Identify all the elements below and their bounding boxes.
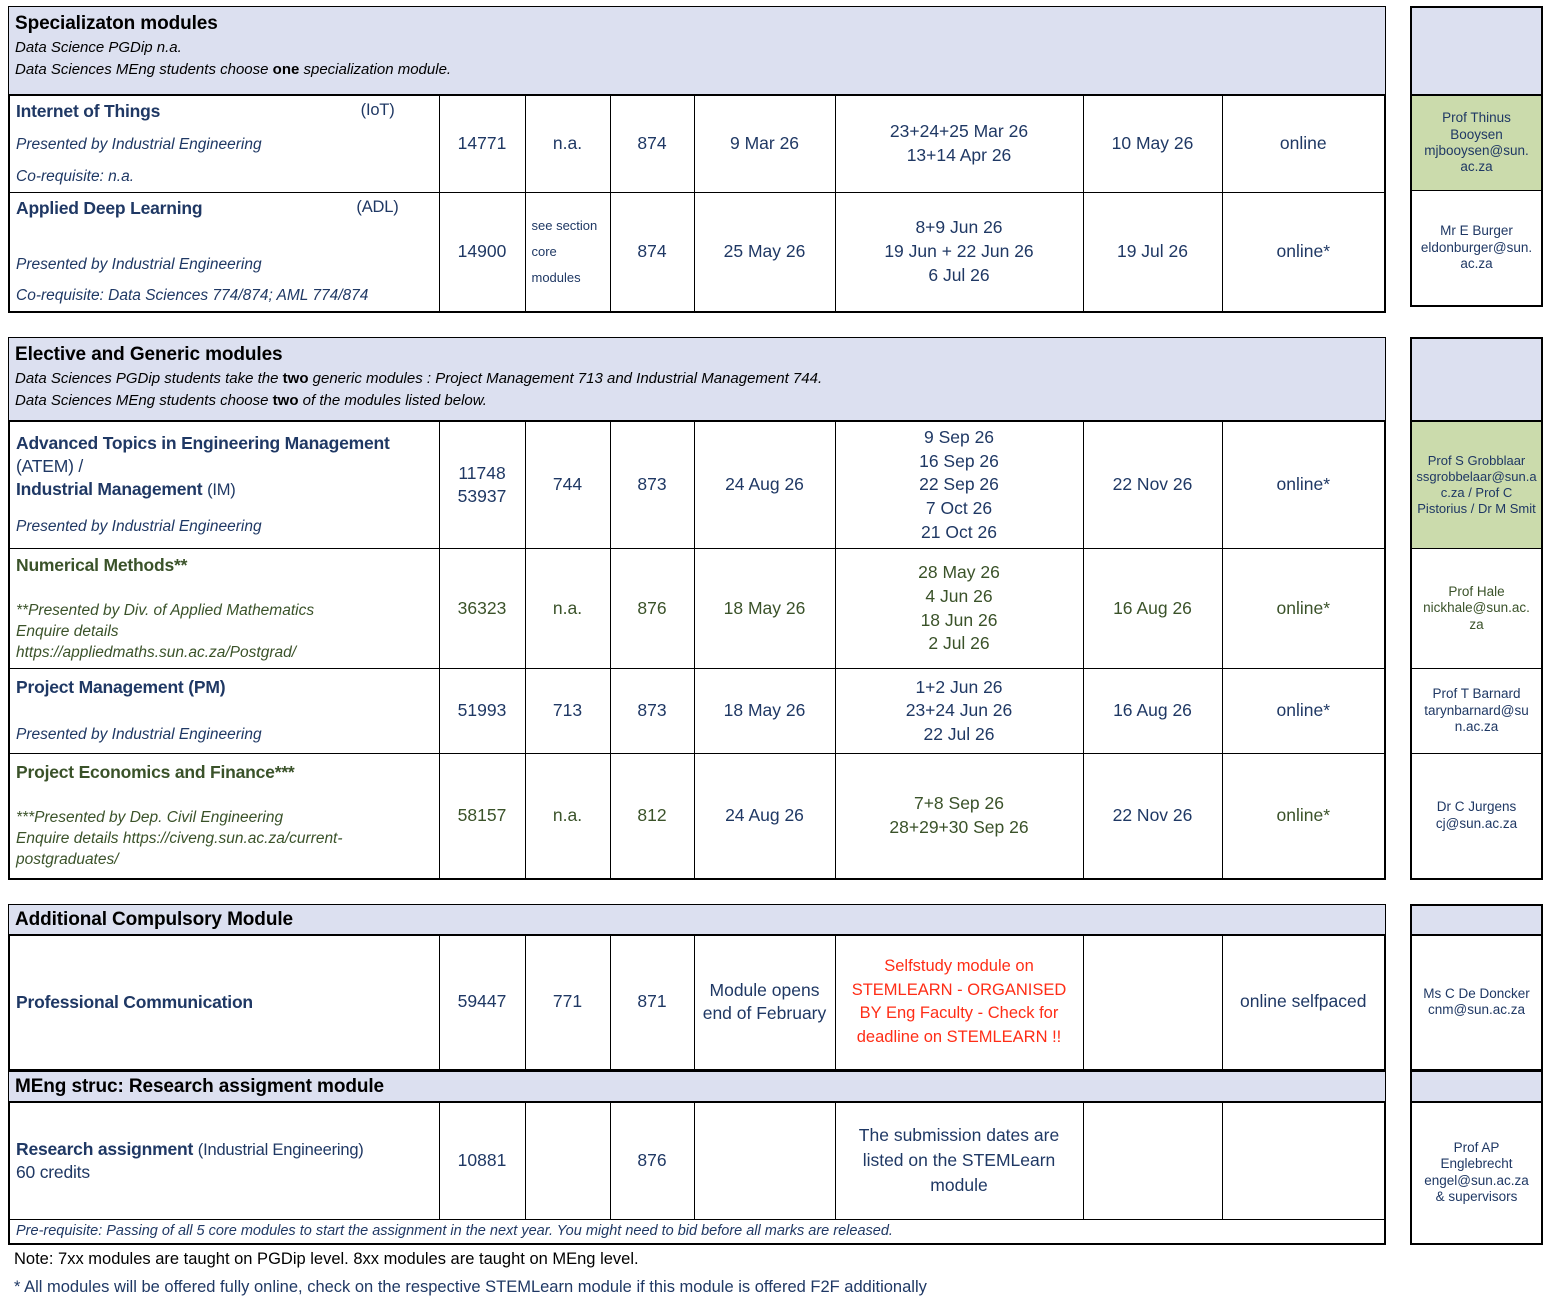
contact-date-line: The submission dates are [858, 1124, 1060, 1145]
exam-date: 22 Nov 26 [1083, 754, 1222, 879]
module-title: Research assignment (Industrial Engineering) [16, 1138, 364, 1159]
meng-level: 873 [610, 669, 694, 754]
start-date [694, 935, 835, 1069]
lecturer-line: Dr C Jurgens [1436, 799, 1517, 815]
table-row [9, 96, 1385, 193]
lecturer-cell [1411, 96, 1542, 191]
lecturer-cell [1411, 935, 1542, 1069]
lecturer-email: engel@sun.ac.za [1424, 1172, 1529, 1188]
module-title-alt: Industrial Management (IM) [16, 478, 236, 499]
lecturer-row [1411, 935, 1542, 1069]
pgdip-level: n.a. [525, 96, 610, 193]
start-date [694, 1102, 835, 1219]
lecturer-email: ac.za [1460, 255, 1493, 271]
start-date-line: end of February [702, 1003, 827, 1024]
pgdip-level [525, 1102, 610, 1219]
lecturer-cell [1411, 669, 1542, 754]
lecturer-line: Pistorius / Dr M Smit [1417, 501, 1536, 517]
specialization-section [8, 6, 1543, 313]
contact-dates [835, 935, 1083, 1069]
delivery-mode: online* [1222, 192, 1385, 312]
contact-date-line: 22 Jul 26 [923, 724, 995, 744]
module-name-cell [9, 754, 439, 879]
contact-date-line: 23+24 Jun 26 [905, 700, 1013, 721]
elective-section [8, 337, 1543, 880]
lecturer-cell [1411, 549, 1542, 669]
specialization-header [8, 6, 1386, 95]
meng-level: 874 [610, 192, 694, 312]
lecturer-line: Prof T Barnard [1432, 686, 1521, 702]
lecturer-line: Booysen [1450, 126, 1503, 142]
start-date: 18 May 26 [694, 669, 835, 754]
section-gap [8, 880, 1543, 904]
pgdip-level: n.a. [525, 754, 610, 879]
start-date: 24 Aug 26 [694, 422, 835, 549]
lecturer-table-research [1410, 1102, 1543, 1246]
table-row [9, 192, 1385, 312]
contact-date-line: listed on the STEMLearn [862, 1150, 1056, 1170]
delivery-mode: online* [1222, 754, 1385, 879]
pgdip-note-line: modules [531, 269, 581, 285]
exam-date: 22 Nov 26 [1083, 422, 1222, 549]
module-abbr: (IoT) [360, 101, 395, 119]
contact-dates [835, 754, 1083, 879]
lecturer-line: Prof Thinus [1442, 110, 1511, 126]
exam-date [1083, 1102, 1222, 1219]
contact-date-line: 28 May 26 [918, 562, 1000, 583]
module-code: 14900 [439, 192, 525, 312]
module-title: Numerical Methods** [16, 554, 188, 575]
module-code: 51993 [439, 669, 525, 754]
module-title-text: Applied Deep Learning [16, 197, 203, 218]
module-code [439, 422, 525, 549]
meng-level: 874 [610, 96, 694, 193]
contact-date-line: 2 Jul 26 [928, 633, 990, 654]
section-subtitle-1: Data Science PGDip n.a. [15, 38, 182, 56]
module-name-cell [9, 1102, 439, 1219]
lecturer-cell [1411, 191, 1542, 306]
exam-date [1083, 935, 1222, 1069]
table-row [9, 754, 1385, 879]
exam-date: 19 Jul 26 [1083, 192, 1222, 312]
table-row [9, 1102, 1385, 1219]
module-title [16, 197, 433, 220]
module-subtitle-1: **Presented by Div. of Applied Mathematics [16, 601, 315, 619]
module-subtitle-1: Presented by Industrial Engineering [16, 518, 262, 536]
module-name-cell [9, 549, 439, 669]
module-code-line: 11748 [458, 462, 506, 483]
pgdip-level: 744 [525, 422, 610, 549]
lecturer-cell [1411, 1102, 1542, 1244]
additional-section [8, 904, 1543, 1246]
module-title-text: Internet of Things [16, 101, 161, 121]
module-subtitle-2: Co-requisite: Data Sciences 774/874; AML 774/874 [16, 287, 369, 305]
specialization-table [8, 95, 1386, 313]
research-table [8, 1102, 1386, 1246]
meng-level: 871 [610, 935, 694, 1069]
start-date: 18 May 26 [694, 549, 835, 669]
lecturer-row [1411, 96, 1542, 191]
contact-date-line: 6 Jul 26 [928, 264, 990, 285]
module-code-line: 53937 [457, 486, 507, 507]
module-code: 58157 [439, 754, 525, 879]
lecturer-table [1410, 95, 1543, 307]
contact-date-line: 18 Jun 26 [920, 609, 998, 630]
pgdip-level: 771 [525, 935, 610, 1069]
lecturer-email: ac.za [1460, 159, 1493, 175]
lecturer-line: Prof AP [1453, 1140, 1500, 1155]
prerequisite-row [9, 1219, 1385, 1244]
delivery-mode: online [1222, 96, 1385, 193]
contact-date-line: BY Eng Faculty - Check for [859, 1004, 1059, 1023]
lecturer-line: Mr E Burger [1440, 223, 1513, 239]
module-code: 10881 [439, 1102, 525, 1219]
pgdip-level [525, 192, 610, 312]
lecturer-table [1410, 935, 1543, 1070]
contact-date-line: 16 Sep 26 [919, 450, 999, 471]
module-subtitle-2: Enquire details https://civeng.sun.ac.za/current- [16, 830, 343, 848]
lecturer-line: Prof S Grobblaar [1427, 453, 1526, 469]
prerequisite-note: Pre-requisite: Passing of all 5 core modules to start the assignment in the next year. You might need to bid before all marks are released. [9, 1219, 1385, 1244]
footnote-online: * All modules will be offered fully online, check on the respective STEMLearn module if this module is offered F2F additionally [14, 1278, 927, 1297]
module-name-cell [9, 669, 439, 754]
start-date: 9 Mar 26 [694, 96, 835, 193]
section-subtitle-1: Data Sciences PGDip students take the two generic modules : Project Management 713 and Industrial Management 744. [15, 369, 823, 387]
module-credits: 60 credits [16, 1162, 90, 1183]
exam-date: 16 Aug 26 [1083, 669, 1222, 754]
lecturer-cell [1411, 422, 1542, 549]
meng-level: 873 [610, 422, 694, 549]
delivery-mode [1222, 1102, 1385, 1219]
contact-date-line: 28+29+30 Sep 26 [889, 816, 1029, 837]
contact-dates [835, 96, 1083, 193]
pgdip-level: 713 [525, 669, 610, 754]
module-subtitle-3: https://appliedmaths.sun.ac.za/Postgrad/ [16, 643, 297, 661]
module-code: 59447 [439, 935, 525, 1069]
module-name-cell [9, 422, 439, 549]
table-row [9, 669, 1385, 754]
lecturer-header-spacer [1410, 904, 1543, 935]
lecturer-email: n.ac.za [1454, 719, 1499, 735]
meng-level: 812 [610, 754, 694, 879]
research-header [8, 1070, 1386, 1102]
contact-date-line: 8+9 Jun 26 [915, 217, 1003, 238]
module-subtitle-1: Presented by Industrial Engineering [16, 135, 262, 153]
contact-dates [835, 192, 1083, 312]
contact-date-line: 23+24+25 Mar 26 [889, 121, 1029, 142]
module-title: Project Management (PM) [16, 677, 226, 698]
delivery-mode: online* [1222, 422, 1385, 549]
section-subtitle-2: Data Sciences MEng students choose one specialization module. [15, 61, 452, 79]
additional-header [8, 904, 1386, 935]
contact-dates [835, 669, 1083, 754]
module-subtitle-1: Presented by Industrial Engineering [16, 726, 262, 744]
contact-date-line: 22 Sep 26 [919, 474, 999, 495]
table-row [9, 422, 1385, 549]
lecturer-row [1411, 669, 1542, 754]
section-title: Elective and Generic modules [15, 344, 283, 366]
section-gap [8, 313, 1543, 337]
elective-table [8, 421, 1386, 880]
lecturer-email: c.za / Prof C [1440, 485, 1513, 501]
contact-date-line: STEMLEARN - ORGANISED [851, 980, 1067, 999]
module-subtitle-2: Enquire details [16, 622, 119, 640]
contact-dates [835, 549, 1083, 669]
contact-date-line: 7 Oct 26 [925, 498, 993, 518]
exam-date: 10 May 26 [1083, 96, 1222, 193]
lecturer-line: Prof Hale [1448, 583, 1505, 599]
module-title: Professional Communication [16, 991, 253, 1012]
module-title [16, 100, 433, 123]
contact-dates [835, 422, 1083, 549]
delivery-mode: online* [1222, 549, 1385, 669]
exam-date: 16 Aug 26 [1083, 549, 1222, 669]
lecturer-email: nickhale@sun.ac. [1423, 600, 1530, 616]
lecturer-line: Ms C De Doncker [1423, 985, 1530, 1001]
lecturer-email: cnm@sun.ac.za [1428, 1002, 1525, 1018]
lecturer-row [1411, 191, 1542, 306]
section-title: Specializaton modules [15, 13, 218, 34]
elective-header [8, 337, 1386, 421]
contact-date-line: 19 Jun + 22 Jun 26 [884, 241, 1034, 262]
lecturer-header-spacer-2 [1410, 1070, 1543, 1102]
lecturer-header-spacer [1410, 6, 1543, 95]
lecturer-cell [1411, 754, 1542, 879]
footnote-levels: Note: 7xx modules are taught on PGDip level. 8xx modules are taught on MEng level. [14, 1250, 639, 1269]
lecturer-email: mjbooysen@sun. [1424, 143, 1529, 158]
additional-table [8, 935, 1386, 1070]
module-name-cell [9, 192, 439, 312]
lecturer-email: tarynbarnard@su [1424, 702, 1529, 718]
module-name-cell [9, 96, 439, 193]
module-subtitle-3: postgraduates/ [16, 851, 119, 869]
contact-date-line: 7+8 Sep 26 [913, 793, 1004, 814]
delivery-mode: online selfpaced [1222, 935, 1385, 1069]
lecturer-line: & supervisors [1435, 1189, 1518, 1205]
section-title: Additional Compulsory Module [15, 908, 293, 930]
contact-date-line: 9 Sep 26 [923, 427, 995, 448]
contact-date-line: 21 Oct 26 [921, 521, 997, 542]
section-subtitle-2: Data Sciences MEng students choose two of the modules listed below. [15, 392, 487, 410]
contact-date-line: 1+2 Jun 26 [915, 676, 1003, 697]
lecturer-row [1411, 1102, 1542, 1244]
start-date: 24 Aug 26 [694, 754, 835, 879]
lecturer-email: cj@sun.ac.za [1435, 815, 1518, 831]
module-abbr: (ADL) [356, 197, 399, 216]
contact-dates [835, 1102, 1083, 1219]
module-subtitle-2: Co-requisite: n.a. [16, 167, 135, 185]
contact-date-line: 4 Jun 26 [925, 586, 993, 607]
delivery-mode: online* [1222, 669, 1385, 754]
contact-date-line: 13+14 Apr 26 [906, 144, 1012, 165]
pgdip-note-line: core [531, 243, 557, 259]
lecturer-row [1411, 549, 1542, 669]
module-subtitle-1: ***Presented by Dep. Civil Engineering [16, 809, 284, 827]
module-code: 14771 [439, 96, 525, 193]
lecturer-email: ssgrobbelaar@sun.a [1416, 469, 1537, 485]
contact-date-line: Selfstudy module on [884, 957, 1034, 976]
lecturer-row [1411, 754, 1542, 879]
section-title: MEng struc: Research assigment module [15, 1075, 385, 1097]
module-subtitle-1: Presented by Industrial Engineering [16, 256, 262, 274]
meng-level: 876 [610, 549, 694, 669]
lecturer-email: za [1469, 616, 1484, 632]
table-row [9, 935, 1385, 1069]
lecturer-line: Englebrecht [1440, 1156, 1513, 1172]
module-code: 36323 [439, 549, 525, 669]
pgdip-level: n.a. [525, 549, 610, 669]
module-abbr: (ATEM) / [16, 456, 84, 476]
lecturer-header-spacer [1410, 337, 1543, 421]
contact-date-line: module [930, 1175, 988, 1196]
lecturer-table [1410, 421, 1543, 880]
meng-level: 876 [610, 1102, 694, 1219]
table-row [9, 549, 1385, 669]
start-date: 25 May 26 [694, 192, 835, 312]
pgdip-note-line: see section [531, 217, 598, 233]
lecturer-row [1411, 422, 1542, 549]
start-date-line: Module opens [709, 979, 820, 1000]
module-name-cell [9, 935, 439, 1069]
lecturer-email: eldonburger@sun. [1420, 239, 1533, 255]
contact-date-line: deadline on STEMLEARN !! [856, 1027, 1062, 1046]
module-title: Project Economics and Finance*** [16, 761, 295, 782]
module-title: Advanced Topics in Engineering Management [16, 433, 390, 454]
